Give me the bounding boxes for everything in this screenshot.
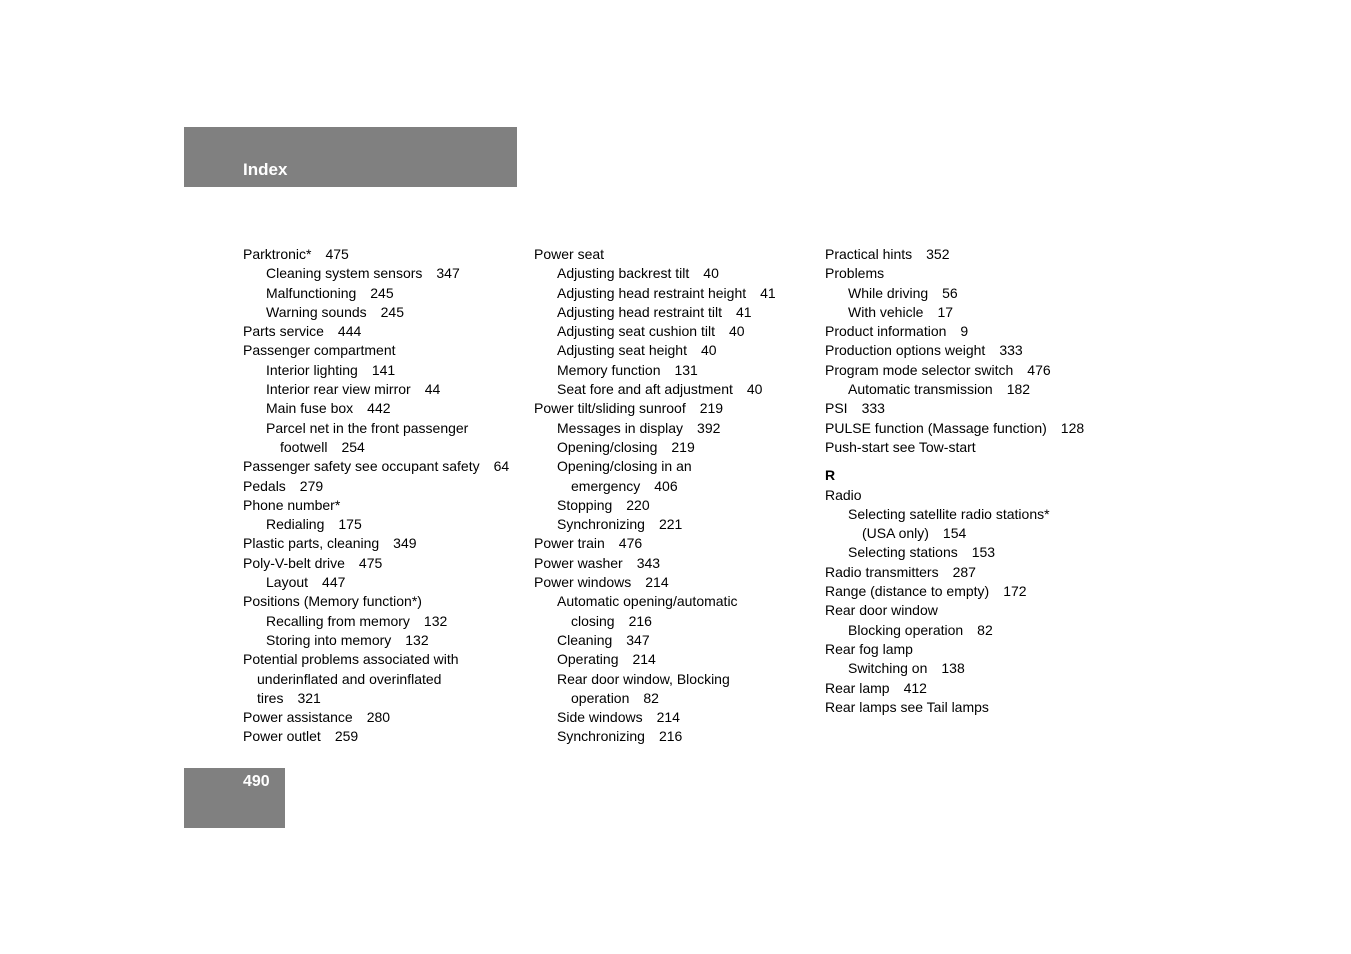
index-subentry: closing 216 [571,612,652,629]
index-entry: Problems [825,265,885,282]
index-entry: Radio transmitters 287 [825,563,976,580]
index-subentry: Synchronizing 216 [557,728,683,745]
index-entry: Parktronic* 475 [243,246,349,262]
index-entry: Potential problems associated with [243,651,459,668]
index-subentry: Selecting satellite radio stations* [848,505,1050,522]
index-entry: Practical hints 352 [825,246,950,262]
page-number-band [184,768,285,828]
index-entry: Production options weight 333 [825,342,1023,359]
index-entry: PULSE function (Massage function) 128 [825,419,1085,436]
index-entry: Parts service 444 [243,323,362,340]
index-entry: Passenger compartment [243,342,396,359]
index-column-2 [534,245,819,747]
index-subentry: underinflated and overinflated [257,670,442,687]
index-subentry: Parcel net in the front passenger [266,419,469,436]
index-subentry: (USA only) 154 [862,525,967,542]
index-subentry: Adjusting seat cushion tilt 40 [557,323,745,340]
index-subentry: Cleaning 347 [557,631,650,648]
index-entry: Range (distance to empty) 172 [825,583,1027,600]
index-subentry: footwell 254 [280,438,365,455]
index-entry: Radio [825,486,862,503]
index-subentry: tires 321 [257,689,321,706]
index-subentry: Switching on 138 [848,660,965,677]
index-subentry: Synchronizing 221 [557,516,683,533]
index-entry: Passenger safety see occupant safety 64 [243,458,510,475]
index-subentry: Storing into memory 132 [266,631,429,648]
index-section-letter: R [825,467,836,484]
index-subentry: Main fuse box 442 [266,400,391,417]
index-entry: Poly-V-belt drive 475 [243,554,383,571]
index-subentry: Adjusting head restraint height 41 [557,284,776,301]
index-subentry: Interior rear view mirror 44 [266,381,441,398]
page-number: 490 [243,773,270,790]
index-entry: Positions (Memory function*) [243,593,422,610]
index-subentry: Opening/closing 219 [557,438,695,455]
index-subentry: Adjusting head restraint tilt 41 [557,303,752,320]
index-entry: Rear lamp 412 [825,679,927,696]
index-column-3 [825,245,1110,717]
index-subentry: Recalling from memory 132 [266,612,448,629]
index-subentry: While driving 56 [848,284,958,301]
index-entry: Power train 476 [534,535,643,552]
index-subentry: Selecting stations 153 [848,544,996,561]
index-entry: Rear fog lamp [825,640,913,657]
index-entry: Phone number* [243,496,341,513]
index-entry: Power tilt/sliding sunroof 219 [534,400,724,417]
index-entry: Program mode selector switch 476 [825,361,1051,378]
index-entry: Plastic parts, cleaning 349 [243,535,417,552]
index-entry: Rear lamps see Tail lamps [825,698,989,715]
index-subentry: Adjusting seat height 40 [557,342,717,359]
index-subentry: Interior lighting 141 [266,361,396,378]
index-entry: PSI 333 [825,400,885,417]
index-subentry: emergency 406 [571,477,678,494]
index-entry: Product information 9 [825,323,969,340]
index-subentry: Seat fore and aft adjustment 40 [557,381,763,398]
index-entry: Rear door window [825,602,938,619]
index-subentry: Memory function 131 [557,361,698,378]
index-subentry: Cleaning system sensors 347 [266,265,460,282]
index-entry: Power seat [534,246,605,262]
index-subentry: Automatic transmission 182 [848,381,1031,398]
index-subentry: Rear door window, Blocking [557,670,730,687]
index-entry: Power assistance 280 [243,709,391,726]
index-subentry: Side windows 214 [557,709,680,726]
index-column-1 [243,245,528,747]
index-subentry: Redialing 175 [266,516,362,533]
index-entry: Power outlet 259 [243,728,359,745]
index-subentry: Blocking operation 82 [848,621,993,638]
index-subentry: Operating 214 [557,651,656,668]
index-entry: Pedals 279 [243,477,324,494]
index-subentry: operation 82 [571,689,659,706]
index-subentry: Layout 447 [266,574,346,591]
index-subentry: Opening/closing in an [557,458,692,475]
header-band [184,127,517,187]
index-subentry: With vehicle 17 [848,303,954,320]
index-subentry: Adjusting backrest tilt 40 [557,265,719,282]
index-subentry: Messages in display 392 [557,419,721,436]
index-entry: Push-start see Tow-start [825,438,976,455]
index-subentry: Warning sounds 245 [266,303,405,320]
index-subentry: Automatic opening/automatic [557,593,738,610]
page-title: Index [243,160,288,179]
index-subentry: Stopping 220 [557,496,650,513]
section-gap [825,457,1110,466]
index-entry: Power washer 343 [534,554,661,571]
index-subentry: Malfunctioning 245 [266,284,394,301]
index-entry: Power windows 214 [534,574,669,591]
